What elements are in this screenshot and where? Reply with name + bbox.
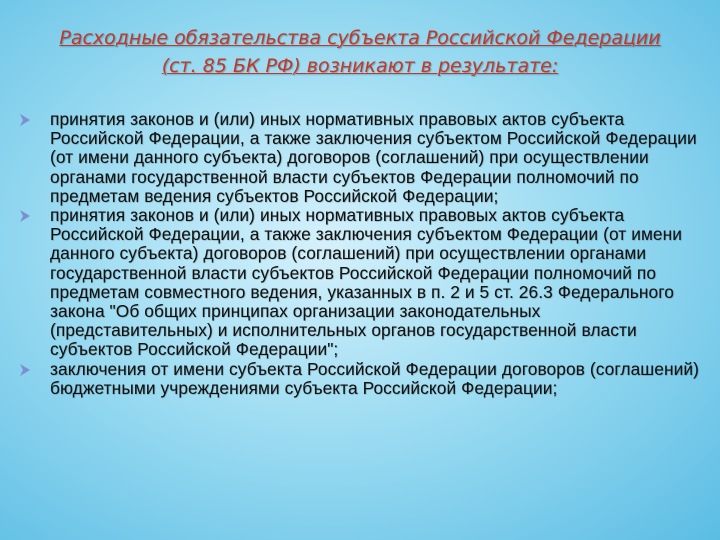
list-item (20, 110, 700, 206)
arrow-bullet-icon (20, 114, 30, 126)
list-item (20, 206, 700, 360)
list-item-text: заключения от имени субъекта Российской Федерации договоров (соглашений) бюджетными учреждениями субъекта Российской Федерации; (50, 358, 699, 398)
slide-title (30, 24, 690, 80)
list-item (20, 360, 700, 398)
title-line-1: Расходные обязательства субъекта Российской Федерации (59, 27, 661, 49)
title-line-2: (ст. 85 БК РФ) возникают в результате: (161, 55, 559, 77)
list-item-text: принятия законов и (или) иных нормативных правовых актов субъекта Российской Федерации, а также заключения субъектом Федерации (от имени данного субъекта) договоров (соглашений) при осуществлении органами государственной власти субъектов Российской Федерации полномочий по предметам совместного ведения, указанных в п. 2 и 5 ст. 26.3 Федерального закона "Об общих принципах организации законодательных (представительных) и исполнительных органов государственной власти субъектов Российской Федерации"; (50, 205, 683, 360)
arrow-bullet-icon (20, 210, 30, 222)
bullet-list (20, 110, 700, 398)
arrow-bullet-icon (20, 364, 30, 376)
list-item-text: принятия законов и (или) иных нормативных правовых актов субъекта Российской Федерации, а также заключения субъектом Российской Федерации (от имени данного субъекта) договоров (соглашений) при осуществлении органами государственной власти субъектов Федерации полномочий по предметам ведения субъектов Российской Федерации; (50, 109, 697, 206)
